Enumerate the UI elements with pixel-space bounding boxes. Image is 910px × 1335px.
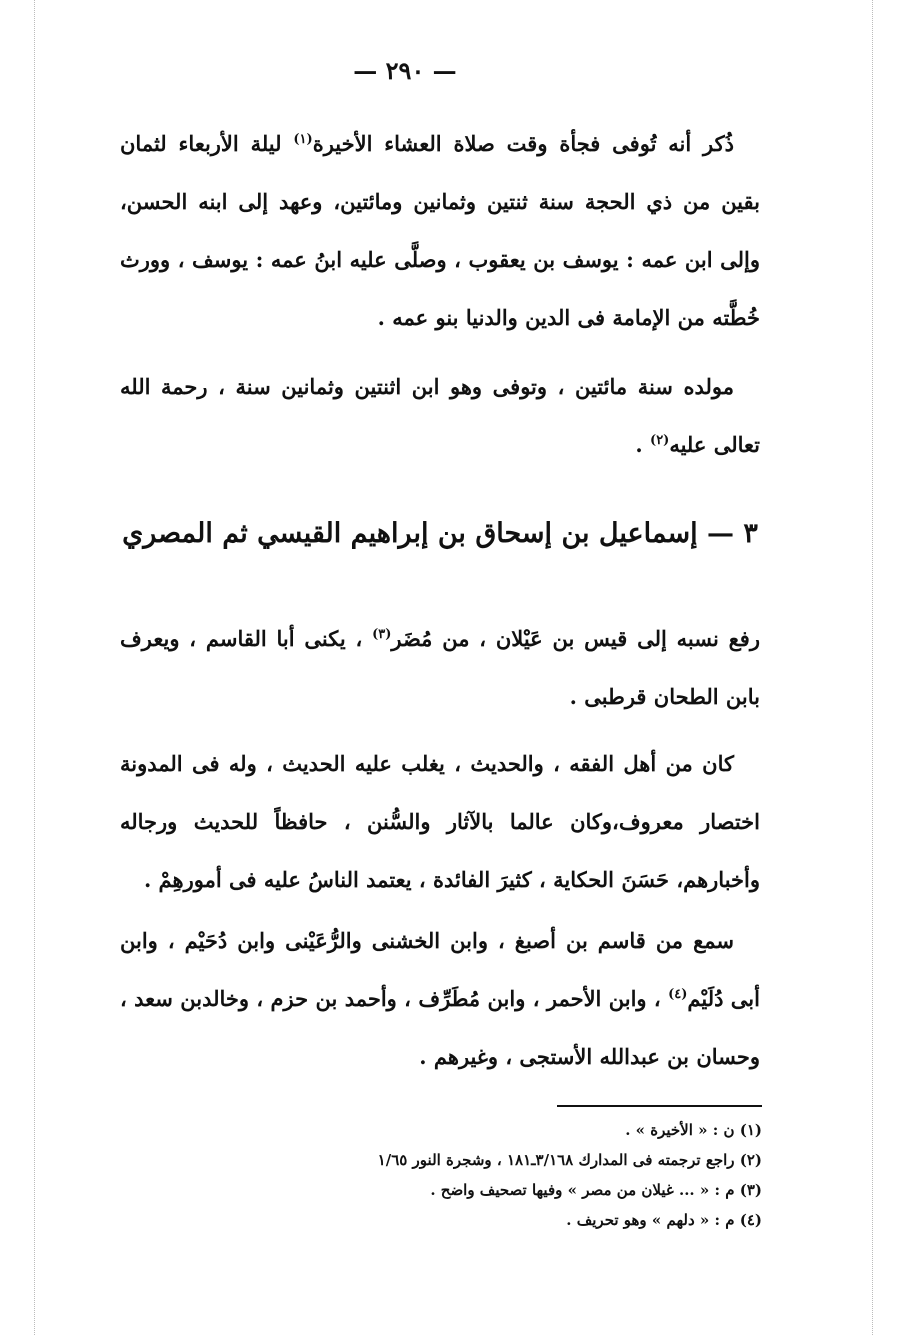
paragraph-text: كان من أهل الفقه ، والحديث ، يغلب عليه الحديث ، وله فى المدونة اختصار معروف،وكان عالما بالآثار والسُّنن ، حافظاً للحديث ورجاله وأخبارهم، حَسَنَ الحكاية ، كثيرَ الفائدة ، يعتمد الناسُ عليه فى أمورهِمْ . — [120, 751, 760, 892]
footnote-item: (٤) م : « دلهم » وهو تحريف . — [566, 1211, 762, 1229]
paragraph — [120, 358, 760, 474]
page-number: — ٢٩٠ — — [353, 56, 457, 85]
footnote-ref: (٢) — [650, 433, 670, 448]
section-heading: ٣ — إسماعيل بن إسحاق بن إبراهيم القيسي ثم المصري — [122, 518, 758, 549]
footnotes — [202, 1115, 762, 1235]
scan-margin-line — [34, 0, 35, 1335]
paragraph — [120, 610, 760, 726]
paragraph-text: ، يكنى أبا القاسم ، ويعرف بابن الطحان قرطبى . — [120, 626, 760, 709]
footnote-item: (٢) راجع ترجمته فى المدارك ٣/١٦٨ـ١٨١ ، وشجرة النور ١/٦٥ — [377, 1151, 762, 1169]
paragraph — [120, 912, 760, 1086]
scan-margin-line — [872, 0, 873, 1335]
footnote-item: (١) ن : « الأخيرة » . — [625, 1121, 762, 1139]
paragraph-text: ذُكر أنه تُوفى فجأة وقت صلاة العشاء الأخيرة — [312, 131, 734, 156]
paragraph-text: . — [635, 432, 651, 457]
footnote-ref: (٣) — [372, 627, 392, 642]
paragraph — [120, 115, 760, 347]
footnote-ref: (١) — [293, 132, 313, 147]
footnote-item: (٣) م : « ... غيلان من مصر » وفيها تصحيف واضح . — [430, 1181, 762, 1199]
footnote-separator — [557, 1105, 762, 1107]
paragraph-text: مولده سنة مائتين ، وتوفى وهو ابن اثنتين وثمانين سنة ، رحمة الله تعالى عليه — [120, 374, 760, 457]
paragraph-text: سمع من قاسم بن أصبغ ، وابن الخشنى والرُّعَيْنى وابن دُحَيْم ، وابن أبى دُلَيْم — [120, 928, 760, 1011]
paragraph-text: ، وابن الأحمر ، وابن مُطَرِّف ، وأحمد بن حزم ، وخالدبن سعد ، وحسان بن عبدالله الأستجى ، وغيرهم . — [120, 986, 760, 1069]
footnote-ref: (٤) — [668, 987, 688, 1002]
paragraph — [120, 735, 760, 909]
paragraph-text: ليلة الأربعاء لثمان بقين من ذي الحجة سنة ثنتين وثمانين ومائتين، وعهد إلى ابنه الحسن، وإلى ابن عمه : يوسف بن يعقوب ، وصلَّى عليه ابنُ عمه : يوسف ، وورث خُطَّته من الإمامة فى الدين والدنيا بنو عمه . — [120, 131, 760, 330]
paragraph-text: رفع نسبه إلى قيس بن عَيْلان ، من مُضَر — [391, 626, 760, 651]
